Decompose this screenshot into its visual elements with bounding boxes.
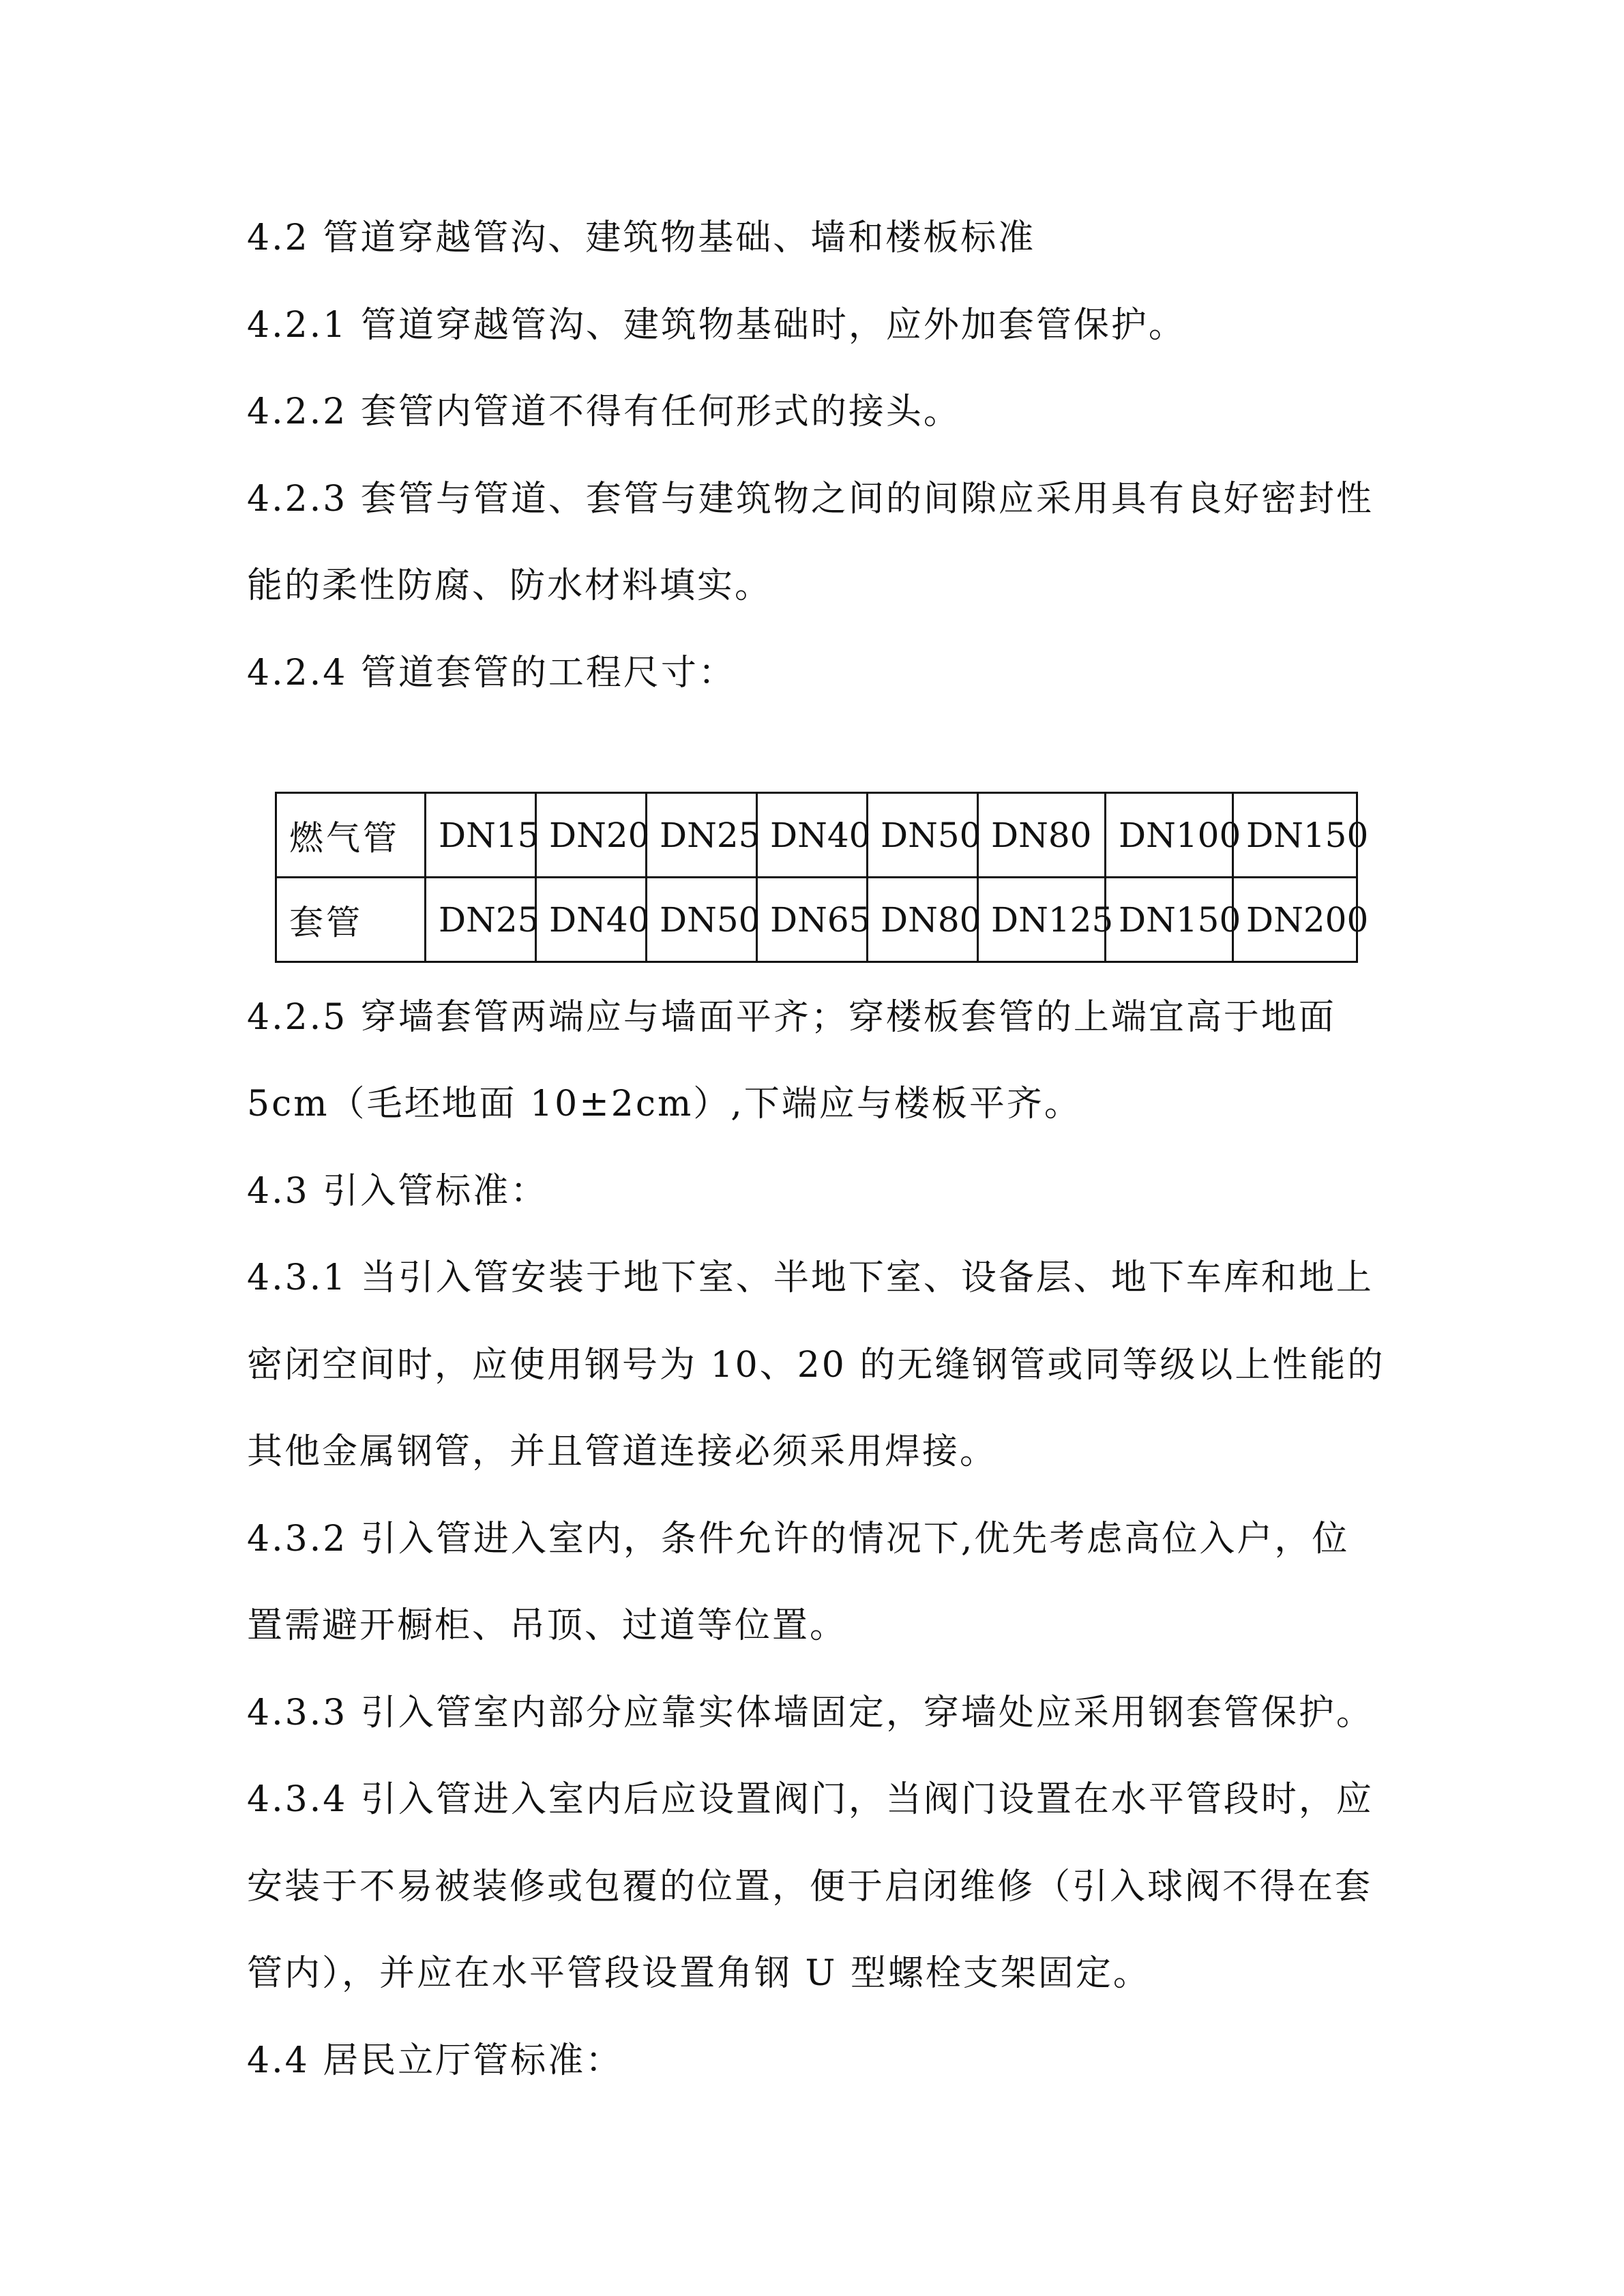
row-label-gas-pipe: 燃气管: [276, 793, 426, 878]
row-label-sleeve: 套管: [276, 878, 426, 962]
table-cell: DN65: [757, 878, 868, 962]
clause-4-3-4-line-1: 4.3.4 引入管进入室内后应设置阀门，当阀门设置在水平管段时，应: [247, 1779, 1374, 1820]
table-cell: DN40: [757, 793, 868, 878]
clause-4-2-2: 4.2.2 套管内管道不得有任何形式的接头。: [247, 391, 961, 432]
clause-4-2-1: 4.2.1 管道穿越管沟、建筑物基础时，应外加套管保护。: [247, 305, 1186, 346]
clause-4-3-4-line-3: 管内），并应在水平管段设置角钢 U 型螺栓支架固定。: [247, 1953, 1151, 1994]
table-cell: DN40: [536, 878, 647, 962]
clause-4-3-2-line-1: 4.3.2 引入管进入室内，条件允许的情况下,优先考虑高位入户，位: [247, 1519, 1350, 1560]
clause-4-2-3-line-1: 4.2.3 套管与管道、套管与建筑物之间的间隙应采用具有良好密封性: [247, 479, 1374, 520]
table-cell: DN20: [536, 793, 647, 878]
table-cell: DN100: [1106, 793, 1233, 878]
table-cell: DN80: [868, 878, 978, 962]
table-cell: DN80: [978, 793, 1106, 878]
clause-4-3-1-line-1: 4.3.1 当引入管安装于地下室、半地下室、设备层、地下车库和地上: [247, 1257, 1374, 1298]
heading-4-2: 4.2 管道穿越管沟、建筑物基础、墙和楼板标准: [247, 218, 1036, 258]
table-cell: DN50: [868, 793, 978, 878]
heading-4-4: 4.4 居民立厅管标准：: [247, 2040, 623, 2081]
clause-4-2-5-line-1: 4.2.5 穿墙套管两端应与墙面平齐；穿楼板套管的上端宜高于地面: [247, 997, 1336, 1038]
table-cell: DN150: [1106, 878, 1233, 962]
table-cell: DN200: [1233, 878, 1357, 962]
table-cell: DN125: [978, 878, 1106, 962]
table-cell: DN150: [1233, 793, 1357, 878]
clause-4-2-4: 4.2.4 管道套管的工程尺寸：: [247, 653, 736, 694]
clause-4-2-3-line-2: 能的柔性防腐、防水材料填实。: [247, 565, 773, 606]
sleeve-size-table: [275, 792, 1369, 963]
table-cell: DN25: [647, 793, 757, 878]
table-row-gas-pipe: [276, 793, 1357, 878]
clause-4-3-2-line-2: 置需避开橱柜、吊顶、过道等位置。: [247, 1605, 848, 1646]
clause-4-3-1-line-3: 其他金属钢管，并且管道连接必须采用焊接。: [247, 1431, 998, 1472]
clause-4-2-5-line-2: 5cm（毛坯地面 10±2cm）,下端应与楼板平齐。: [247, 1084, 1082, 1124]
table-cell: DN25: [426, 878, 536, 962]
table-row-sleeve: [276, 878, 1357, 962]
clause-4-3-3: 4.3.3 引入管室内部分应靠实体墙固定，穿墙处应采用钢套管保护。: [247, 1693, 1374, 1733]
table-cell: DN50: [647, 878, 757, 962]
clause-4-3-1-line-2: 密闭空间时，应使用钢号为 10、20 的无缝钢管或同等级以上性能的: [247, 1345, 1385, 1386]
heading-4-3: 4.3 引入管标准：: [247, 1171, 548, 1212]
clause-4-3-4-line-2: 安装于不易被装修或包覆的位置，便于启闭维修（引入球阀不得在套: [247, 1866, 1373, 1907]
table-cell: DN15: [426, 793, 536, 878]
